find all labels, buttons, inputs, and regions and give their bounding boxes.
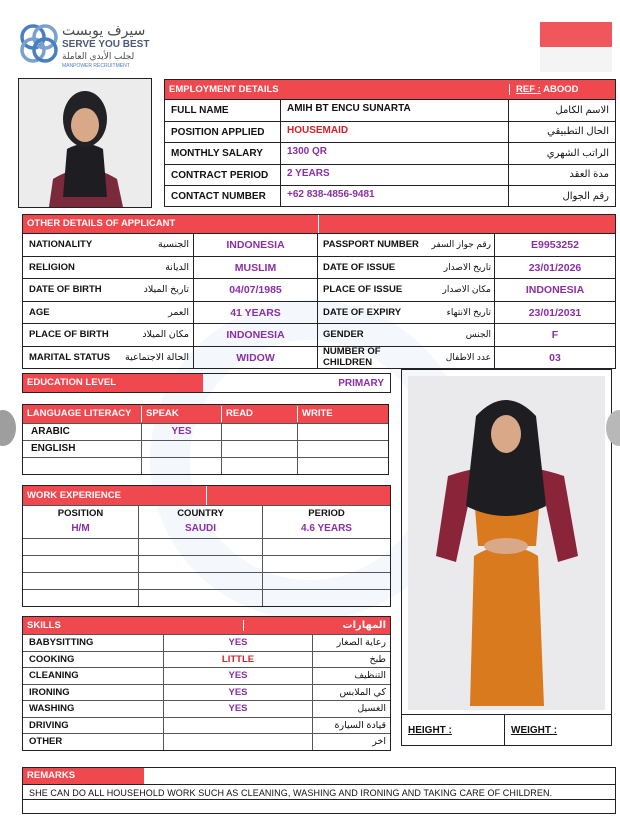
detail-label-ar: تاريخ الانتهاء [446,306,491,317]
work-position: H/M [71,523,90,534]
skill-value [163,734,313,750]
skills-header: SKILLS [27,619,61,631]
language-speak: YES [141,424,221,440]
skill-value: LITTLE [163,652,313,668]
detail-value: MUSLIM [193,257,318,279]
employment-label: CONTRACT PERIOD [165,165,281,186]
employment-row [165,99,615,121]
ref-label: REF : [516,84,541,95]
work-header: WORK EXPERIENCE [23,486,206,505]
detail-label: DATE OF BIRTH [29,284,102,296]
other-detail-row [23,278,615,301]
language-write [297,441,388,457]
language-row [23,440,388,457]
lang-header-write: WRITE [297,406,388,422]
language-read [221,424,297,440]
other-header: OTHER DETAILS OF APPLICANT [27,218,176,229]
detail-value: 03 [494,347,615,369]
skill-value: YES [163,635,313,651]
employment-label-ar: الاسم الكامل [555,104,609,116]
language-name: ENGLISH [31,443,76,454]
logo-knot-icon [18,22,60,66]
skill-row [23,634,390,651]
remarks [22,767,616,814]
detail-label-ar: الجنسية [158,239,189,251]
employment-row [165,142,615,164]
skill-row [23,667,390,684]
employment-label-ar: الراتب الشهري [546,147,609,159]
employment-label-ar: رقم الجوال [562,190,609,202]
remarks-text: SHE CAN DO ALL HOUSEHOLD WORK SUCH AS CLEANING, WASHING AND IRONING AND TAKING CARE OF CHILDREN. [23,785,615,800]
skill-name-ar: طبخ [369,653,386,665]
employment-value: HOUSEMAID [281,122,509,143]
ref-value: ABOOD [543,84,579,95]
portrait-icon [19,79,151,207]
lang-header-speak: SPEAK [141,406,221,422]
skills-table [22,616,391,751]
work-row [23,572,390,589]
height-label: HEIGHT : [402,715,505,746]
detail-label-ar: تاريخ الاصدار [443,261,491,272]
employment-value: AMIH BT ENCU SUNARTA [281,100,509,121]
skill-name: DRIVING [29,719,69,731]
skill-name: IRONING [29,686,70,698]
language-row [23,457,388,474]
ref-field [509,84,615,95]
work-columns [23,505,390,521]
applicant-photo-full-frame [401,369,612,746]
other-detail-row [23,233,615,256]
work-country [138,590,262,606]
company-logo [18,22,178,72]
skill-name-ar: الغسيل [357,703,386,714]
detail-value: E9953252 [494,234,615,256]
skill-row [23,651,390,668]
employment-label-ar: مدة العقد [569,169,609,181]
skill-row [23,717,390,734]
detail-value: 23/01/2026 [494,257,615,279]
employment-value: 1300 QR [281,143,509,164]
employment-value: 2 YEARS [281,165,509,186]
remarks-header: REMARKS [23,768,144,784]
detail-label: PASSPORT NUMBER [323,239,419,251]
detail-label-ar: عدد الاطفال [445,351,491,362]
full-body-portrait-icon [408,376,605,710]
detail-label: PLACE OF ISSUE [323,284,403,296]
language-table [22,404,389,475]
employment-value: +62 838-4856-9481 [281,186,509,207]
skill-row [23,684,390,701]
other-detail-row [23,301,615,324]
employment-label: CONTACT NUMBER [165,186,281,207]
language-read [221,441,297,457]
weight-label: WEIGHT : [511,725,558,736]
language-speak [141,458,221,474]
employment-row [165,185,615,207]
education-value: PRIMARY [338,377,384,389]
detail-label: NUMBER OF CHILDREN [323,346,381,369]
skill-value: YES [163,685,313,701]
education-label: EDUCATION LEVEL [23,374,203,392]
skill-name-ar: قيادة السيارة [334,719,386,731]
detail-label-ar: الجنس [465,329,491,340]
detail-label-ar: تاريخ الميلاد [143,284,189,296]
employment-label-ar: الحال التطبيقي [547,126,609,138]
detail-value: INDONESIA [494,279,615,301]
other-detail-row [23,346,615,369]
employment-row [165,121,615,143]
detail-value: WIDOW [193,347,318,369]
logo-tag: MANPOWER RECRUITMENT [62,63,130,69]
work-period: 4.6 YEARS [262,521,390,538]
logo-name: SERVE YOU BEST [62,39,150,50]
detail-label: DATE OF ISSUE [323,261,396,273]
indonesia-flag [540,22,612,72]
employment-row [165,164,615,186]
detail-label: NATIONALITY [29,239,93,251]
detail-label-ar: مكان الاصدار [442,284,491,295]
detail-label-ar: العمر [168,306,189,318]
lang-header-read: READ [221,406,297,422]
language-write [297,458,388,474]
skill-name-ar: كي الملابس [339,686,386,698]
work-period [262,539,390,555]
detail-value: 04/07/1985 [193,279,318,301]
work-period [262,573,390,589]
work-position [23,556,138,572]
other-detail-row [23,256,615,279]
skill-value: YES [163,701,313,717]
applicant-photo-small [18,78,152,208]
work-period [262,590,390,606]
work-column-header: COUNTRY [138,506,262,521]
skill-value [163,718,313,734]
detail-label: PLACE OF BIRTH [29,329,109,341]
work-country: SAUDI [138,521,262,538]
work-country [138,556,262,572]
skill-name: BABYSITTING [29,637,94,648]
detail-value: INDONESIA [193,234,318,256]
language-read [221,458,297,474]
language-write [297,424,388,440]
skill-name: OTHER [29,736,63,747]
work-row [23,589,390,606]
work-position [23,539,138,555]
employment-label: POSITION APPLIED [165,122,281,143]
detail-value: INDONESIA [193,324,318,346]
work-experience [22,485,391,607]
language-name [23,458,141,474]
work-row [23,521,390,538]
skill-value: YES [163,668,313,684]
work-period [262,556,390,572]
detail-label: GENDER [323,329,364,341]
skill-name: WASHING [29,703,75,714]
detail-label-ar: الديانة [165,261,189,273]
education-level [22,373,391,393]
skill-row [23,700,390,717]
other-detail-row [23,323,615,346]
work-row [23,555,390,572]
skill-name: CLEANING [29,670,79,681]
work-country [138,573,262,589]
skill-name-ar: رعاية الصغار [336,637,386,648]
work-column-header: PERIOD [262,506,390,521]
scroll-left-handle[interactable] [0,410,16,446]
work-position [23,573,138,589]
work-position [23,590,138,606]
logo-arabic-sub: لجلب الأيدي العاملة [62,51,135,61]
other-details [22,214,616,369]
skill-name-ar: التنظيف [354,670,386,681]
applicant-photo-full [408,376,605,710]
detail-label-ar: الحالة الاجتماعية [125,351,189,363]
detail-value: 41 YEARS [193,302,318,324]
skill-row [23,733,390,750]
employment-header: EMPLOYMENT DETAILS [169,83,279,95]
detail-label: AGE [29,306,50,318]
logo-arabic: سيرف يوبست [62,22,146,38]
work-column-header: POSITION [57,508,104,519]
lang-header-name: LANGUAGE LITERACY [27,408,132,419]
detail-label: RELIGION [29,261,75,273]
detail-label: DATE OF EXPIRY [323,306,402,318]
language-name: ARABIC [31,426,70,437]
work-country [138,539,262,555]
skill-name: COOKING [29,653,75,665]
detail-label-ar: مكان الميلاد [142,329,189,341]
skill-name-ar: اخر [372,736,386,747]
detail-value: F [494,324,615,346]
detail-value: 23/01/2031 [494,302,615,324]
work-row [23,538,390,555]
language-speak [141,441,221,457]
detail-label: MARITAL STATUS [29,351,111,363]
employment-details [164,79,616,207]
detail-label-ar: رقم جواز السفر [431,239,491,250]
language-row [23,423,388,440]
employment-label: MONTHLY SALARY [165,143,281,164]
skills-header-ar: المهارات [243,620,390,631]
employment-label: FULL NAME [165,100,281,121]
